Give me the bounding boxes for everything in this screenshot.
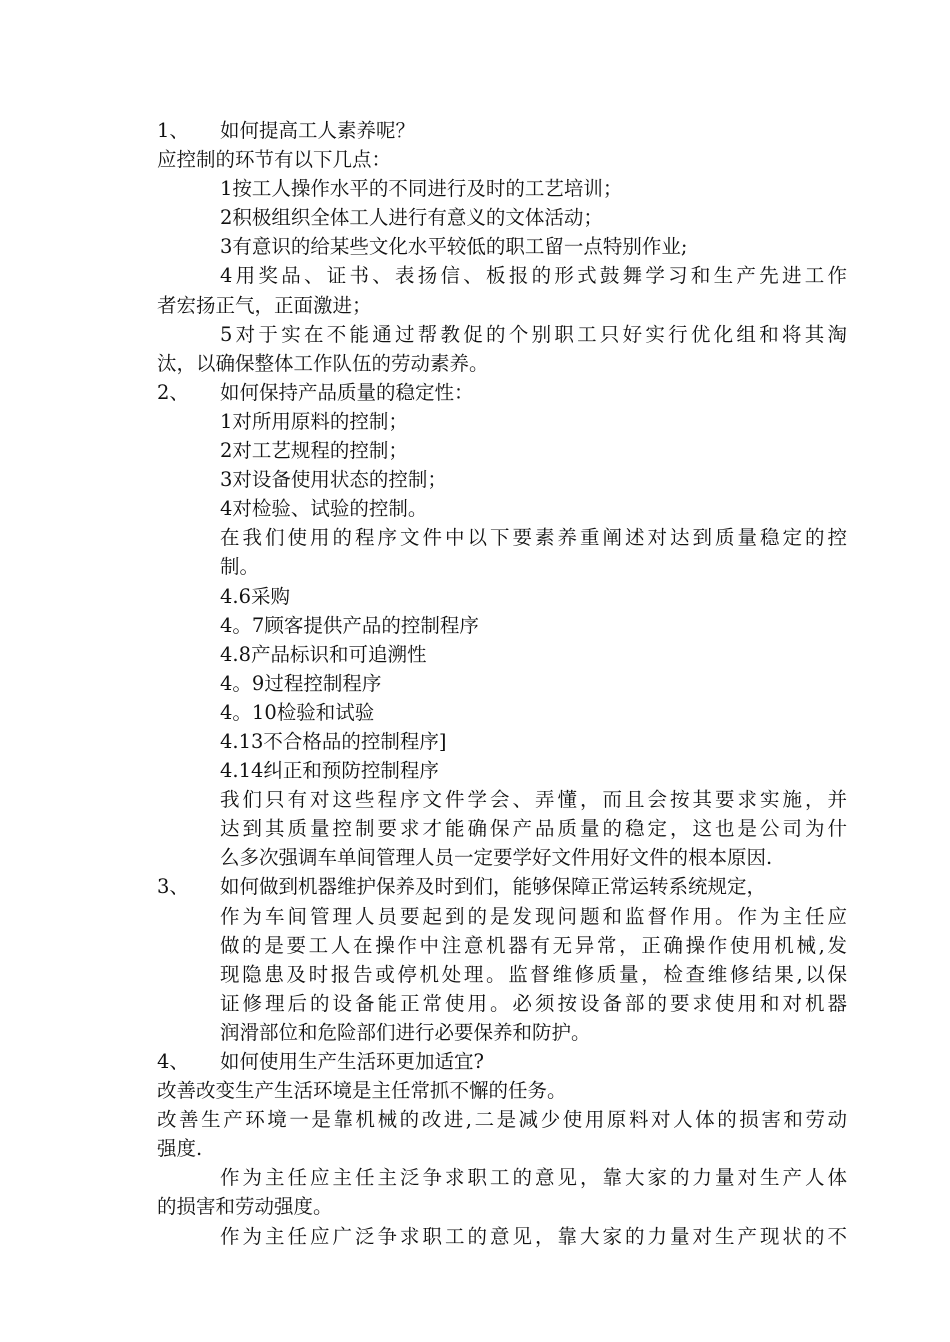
list-item: 4对检验、试验的控制。 [220, 497, 428, 521]
procedure-item: 4。9过程控制程序 [220, 671, 382, 695]
paragraph-line: 证修理后的设备能正常使用。必须按设备部的要求使用和对机器 [220, 991, 847, 1015]
paragraph-line: 么多次强调车单间管理人员一定要学好文件用好文件的根本原因. [220, 846, 773, 870]
list-item-4-line-2: 者宏扬正气，正面激进； [157, 293, 372, 317]
list-item: 2积极组织全体工人进行有意义的文体活动； [220, 206, 603, 230]
paragraph-line: 现隐患及时报告或停机处理。监督维修质量，检查维修结果,以保 [220, 962, 847, 986]
list-item: 3对设备使用状态的控制； [220, 468, 447, 492]
paragraph-line: 做的是要工人在操作中注意机器有无异常，正确操作使用机械,发 [220, 933, 847, 957]
section-1-heading [157, 116, 847, 145]
procedure-item: 4.13不合格品的控制程序] [220, 729, 447, 753]
list-item-5-line-2: 汰，以确保整体工作队伍的劳动素养。 [157, 351, 489, 375]
list-item: 3有意识的给某些文化水平较低的职工留一点特别作业; [220, 235, 688, 259]
section-2-heading [157, 378, 847, 407]
section-title: 如何提高工人素养呢？ [220, 119, 416, 142]
paragraph-line: 在我们使用的程序文件中以下要素养重阐述对达到质量稳定的控 [220, 526, 847, 550]
paragraph-line: 润滑部位和危险部们进行必要保养和防护。 [220, 1020, 591, 1044]
paragraph-line: 制。 [220, 555, 260, 579]
section-number: 3、 [157, 875, 189, 899]
document-page [157, 116, 847, 1251]
section-title: 如何使用生产生活环更加适宜? [220, 1050, 484, 1073]
section-3-heading [157, 872, 847, 901]
section-title: 如何保持产品质量的稳定性： [220, 380, 474, 404]
section-number: 1、 [157, 119, 189, 142]
section-number: 2、 [157, 380, 189, 404]
paragraph-line: 改善改变生产生活环境是主任常抓不懈的任务。 [157, 1079, 567, 1103]
list-item: 1按工人操作水平的不同进行及时的工艺培训； [220, 177, 623, 201]
paragraph-line: 的损害和劳动强度。 [157, 1195, 333, 1219]
paragraph-line: 作为主任应主任主泛争求职工的意见，靠大家的力量对生产人体 [220, 1166, 847, 1190]
section-1-intro: 应控制的环节有以下几点： [157, 148, 392, 172]
section-number: 4、 [157, 1050, 189, 1073]
paragraph-line: 作为车间管理人员要起到的是发现问题和监督作用。作为主任应 [220, 904, 847, 928]
list-item: 1对所用原料的控制； [220, 409, 408, 433]
procedure-item: 4.6采购 [220, 584, 291, 608]
paragraph-line: 达到其质量控制要求才能确保产品质量的稳定，这也是公司为什 [220, 817, 847, 841]
list-item: 2对工艺规程的控制； [220, 439, 408, 463]
list-item-5-line-1: 5对于实在不能通过帮教促的个别职工只好实行优化组和将其淘 [220, 322, 847, 346]
paragraph-line: 强度. [157, 1137, 203, 1161]
paragraph-line: 我们只有对这些程序文件学会、弄懂，而且会按其要求实施，并 [220, 788, 847, 812]
procedure-item: 4。10检验和试验 [220, 700, 375, 724]
section-text: 如何做到机器维护保养及时到们，能够保障正常运转系统规定， [220, 875, 767, 899]
procedure-item: 4.8产品标识和可追溯性 [220, 642, 427, 666]
paragraph-line: 作为主任应广泛争求职工的意见，靠大家的力量对生产现状的不 [220, 1224, 847, 1248]
paragraph-line: 改善生产环境一是靠机械的改进,二是减少使用原料对人体的损害和劳动 [157, 1108, 847, 1132]
list-item-4-line-1: 4用奖品、证书、表扬信、板报的形式鼓舞学习和生产先进工作 [220, 264, 847, 288]
procedure-item: 4.14纠正和预防控制程序 [220, 759, 439, 783]
section-4-heading [157, 1047, 847, 1076]
procedure-item: 4。7顾客提供产品的控制程序 [220, 613, 479, 637]
